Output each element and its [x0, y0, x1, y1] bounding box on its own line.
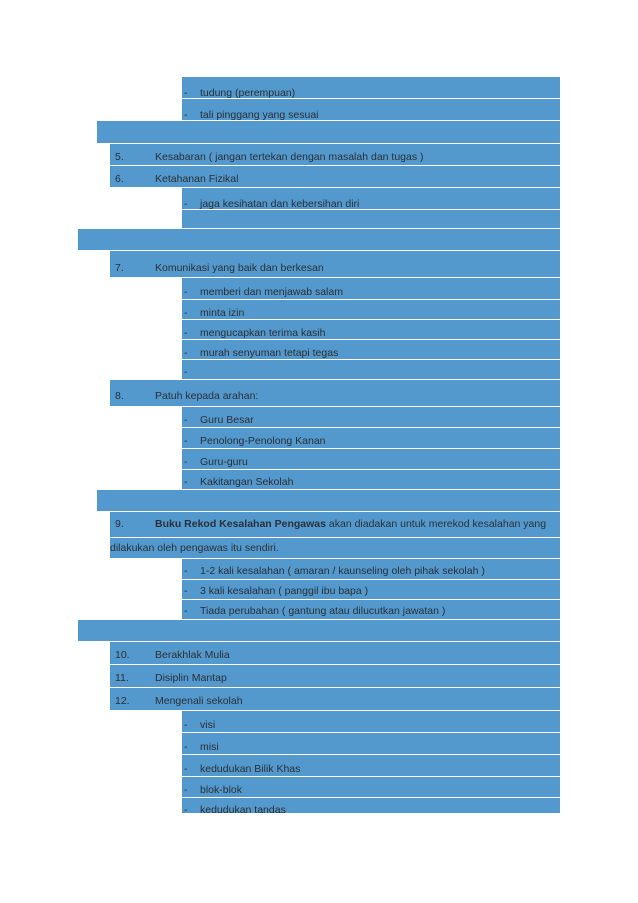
- record-book-desc: akan diadakan untuk merekod kesalahan yang: [325, 518, 547, 530]
- list-item: Disiplin Mantap: [155, 672, 227, 684]
- list-item: misi: [200, 741, 219, 753]
- bullet-dash: -: [184, 87, 188, 99]
- bullet-dash: -: [184, 435, 188, 447]
- bullet-dash: -: [184, 109, 188, 121]
- bullet-dash: -: [184, 804, 188, 816]
- list-item: murah senyuman tetapi tegas: [200, 347, 339, 359]
- item-number: 12.: [115, 695, 130, 707]
- band-30: [182, 711, 560, 733]
- bullet-dash: -: [184, 585, 188, 597]
- list-item: minta izin: [200, 307, 245, 319]
- bullet-dash: -: [184, 198, 188, 210]
- band-3: [97, 121, 560, 144]
- band-31: [182, 733, 560, 755]
- list-item: Penolong-Penolong Kanan: [200, 435, 326, 447]
- list-item: jaga kesihatan dan kebersihan diri: [200, 198, 360, 210]
- bullet-dash: -: [184, 605, 188, 617]
- bullet-dash: -: [184, 784, 188, 796]
- record-book-title: Buku Rekod Kesalahan Pengawas: [155, 518, 326, 530]
- bullet-dash: -: [184, 307, 188, 319]
- list-item: blok-blok: [200, 784, 243, 796]
- list-item: 3 kali kesalahan ( panggil ibu bapa ): [200, 585, 369, 597]
- list-item: visi: [200, 719, 216, 731]
- list-item: dilakukan oleh pengawas itu sendiri.: [110, 542, 279, 554]
- list-item: Berakhlak Mulia: [155, 649, 230, 661]
- list-item: Guru Besar: [200, 414, 254, 426]
- bullet-dash: -: [184, 347, 188, 359]
- bullet-dash: -: [184, 366, 188, 378]
- bullet-dash: -: [184, 414, 188, 426]
- item-number: 6.: [115, 173, 124, 185]
- list-item: Patuh kepada arahan:: [155, 390, 259, 402]
- bullet-dash: -: [184, 456, 188, 468]
- item-number: 7.: [115, 262, 124, 274]
- list-item: memberi dan menjawab salam: [200, 286, 343, 298]
- bullet-dash: -: [184, 565, 188, 577]
- list-item: Mengenali sekolah: [155, 695, 243, 707]
- bullet-dash: -: [184, 476, 188, 488]
- item-number: 8.: [115, 390, 124, 402]
- list-item: tudung (perempuan): [200, 87, 296, 99]
- item-number: 10.: [115, 649, 130, 661]
- band-7: [182, 210, 560, 229]
- list-item: Ketahanan Fizikal: [155, 173, 239, 185]
- list-item: tali pinggang yang sesuai: [200, 109, 319, 121]
- bullet-dash: -: [184, 741, 188, 753]
- bullet-dash: -: [184, 763, 188, 775]
- list-item: kedudukan Bilik Khas: [200, 763, 301, 775]
- bullet-dash: -: [184, 719, 188, 731]
- list-item: Komunikasi yang baik dan berkesan: [155, 262, 324, 274]
- item-number: 5.: [115, 151, 124, 163]
- list-item: [155, 519, 546, 530]
- list-item: mengucapkan terima kasih: [200, 327, 326, 339]
- list-item: Kakitangan Sekolah: [200, 476, 294, 488]
- list-item: 1-2 kali kesalahan ( amaran / kaunseling oleh pihak sekolah ): [200, 565, 485, 577]
- list-item: kedudukan tandas: [200, 804, 286, 816]
- item-number: 9.: [115, 518, 124, 530]
- item-number: 11.: [115, 672, 129, 684]
- band-8: [78, 229, 560, 251]
- band-20: [97, 490, 560, 512]
- list-item: Tiada perubahan ( gantung atau dilucutkan jawatan ): [200, 605, 446, 617]
- bullet-dash: -: [184, 286, 188, 298]
- list-item: Kesabaran ( jangan tertekan dengan masalah dan tugas ): [155, 151, 424, 163]
- band-26: [78, 620, 560, 642]
- list-item: Guru-guru: [200, 456, 248, 468]
- bullet-dash: -: [184, 327, 188, 339]
- band-14: [182, 360, 560, 380]
